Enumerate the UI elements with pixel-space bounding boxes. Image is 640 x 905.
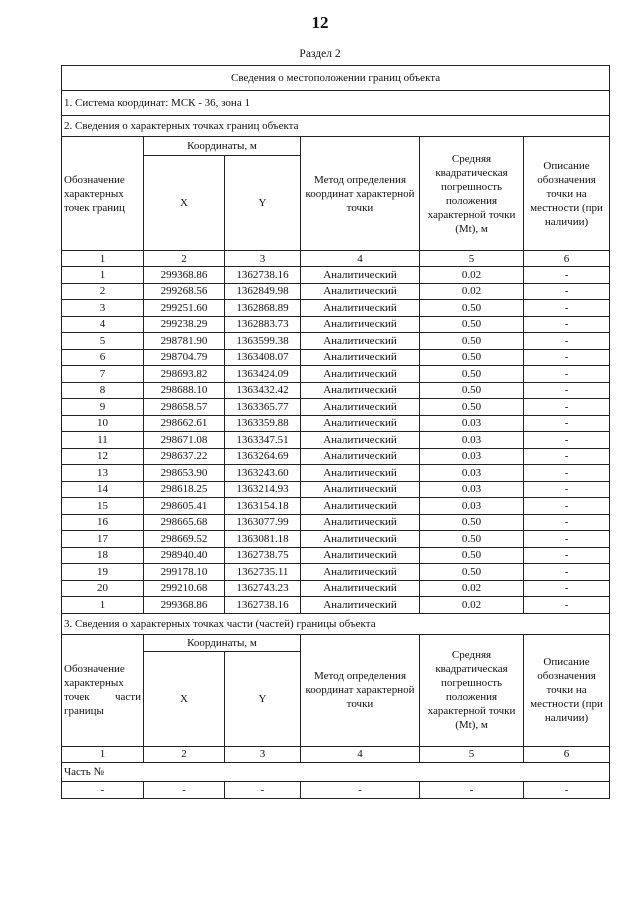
column-number: 2 [144, 251, 225, 267]
point-y: 1363214.93 [225, 481, 301, 498]
table-row [62, 498, 610, 515]
point-x: 298637.22 [144, 448, 225, 465]
point-y: 1362743.23 [225, 580, 301, 597]
header-x: X [144, 156, 225, 251]
coordinate-system: 1. Система координат: МСК - 36, зона 1 [62, 91, 610, 116]
point-description: - [524, 465, 610, 482]
table-row [62, 267, 610, 284]
point-description: - [524, 580, 610, 597]
column-number: 6 [524, 746, 610, 762]
header-y: Y [225, 156, 301, 251]
header-description: Описание обозначения точки на местности (при наличии) [524, 137, 610, 251]
point-x: 299368.86 [144, 597, 225, 614]
point-accuracy: 0.50 [420, 531, 524, 548]
point-x: 298704.79 [144, 349, 225, 366]
table-row [62, 333, 610, 350]
point-x: 299368.86 [144, 267, 225, 284]
point-description: - [524, 382, 610, 399]
point-y: 1363365.77 [225, 399, 301, 416]
column-number: 4 [301, 251, 420, 267]
point-x: 299210.68 [144, 580, 225, 597]
empty-cell: - [301, 781, 420, 798]
table-row [62, 580, 610, 597]
point-accuracy: 0.50 [420, 547, 524, 564]
point-accuracy: 0.50 [420, 564, 524, 581]
point-y: 1362868.89 [225, 300, 301, 317]
table-row [62, 531, 610, 548]
point-x: 298671.08 [144, 432, 225, 449]
point-x: 298669.52 [144, 531, 225, 548]
point-accuracy: 0.03 [420, 498, 524, 515]
point-description: - [524, 514, 610, 531]
part-label: Часть № [62, 762, 610, 781]
header-designation: Обозначение характерных точек границ [62, 137, 144, 251]
column-number: 3 [225, 251, 301, 267]
table-row [62, 432, 610, 449]
point-accuracy: 0.50 [420, 514, 524, 531]
column-numbers-row [62, 251, 610, 267]
empty-cell: - [144, 781, 225, 798]
header3-designation: Обозначение характерных точек части границы [62, 634, 144, 746]
point-method: Аналитический [301, 448, 420, 465]
point-method: Аналитический [301, 349, 420, 366]
point-method: Аналитический [301, 283, 420, 300]
point-number: 10 [62, 415, 144, 432]
column-number: 3 [225, 746, 301, 762]
table-row [62, 514, 610, 531]
point-method: Аналитический [301, 382, 420, 399]
point-x: 299251.60 [144, 300, 225, 317]
point-method: Аналитический [301, 580, 420, 597]
table-row [62, 415, 610, 432]
point-description: - [524, 366, 610, 383]
point-number: 16 [62, 514, 144, 531]
point-number: 3 [62, 300, 144, 317]
boundary-table [61, 65, 610, 799]
point-accuracy: 0.03 [420, 448, 524, 465]
table-row [62, 382, 610, 399]
point-number: 12 [62, 448, 144, 465]
point-number: 1 [62, 267, 144, 284]
point-number: 7 [62, 366, 144, 383]
column-number: 6 [524, 251, 610, 267]
point-description: - [524, 283, 610, 300]
point-number: 8 [62, 382, 144, 399]
point-description: - [524, 531, 610, 548]
point-description: - [524, 597, 610, 614]
point-accuracy: 0.50 [420, 399, 524, 416]
point-method: Аналитический [301, 465, 420, 482]
point-method: Аналитический [301, 597, 420, 614]
point-number: 9 [62, 399, 144, 416]
point-method: Аналитический [301, 333, 420, 350]
point-method: Аналитический [301, 514, 420, 531]
table-row [62, 349, 610, 366]
point-accuracy: 0.03 [420, 481, 524, 498]
point-y: 1363077.99 [225, 514, 301, 531]
point-number: 11 [62, 432, 144, 449]
table-row [62, 283, 610, 300]
table-row [62, 597, 610, 614]
table-row [62, 547, 610, 564]
header-accuracy: Средняя квадратическая погрешность положения характерной точки (Mt), м [420, 137, 524, 251]
point-x: 298693.82 [144, 366, 225, 383]
point-x: 298618.25 [144, 481, 225, 498]
point-method: Аналитический [301, 267, 420, 284]
point-method: Аналитический [301, 300, 420, 317]
point-number: 6 [62, 349, 144, 366]
point-x: 299238.29 [144, 316, 225, 333]
point-description: - [524, 300, 610, 317]
table-row [62, 316, 610, 333]
empty-cell: - [62, 781, 144, 798]
point-accuracy: 0.50 [420, 300, 524, 317]
point-accuracy: 0.02 [420, 267, 524, 284]
point-x: 298688.10 [144, 382, 225, 399]
point-y: 1362849.98 [225, 283, 301, 300]
point-description: - [524, 547, 610, 564]
point-y: 1363347.51 [225, 432, 301, 449]
point-y: 1362883.73 [225, 316, 301, 333]
point-number: 4 [62, 316, 144, 333]
column-number: 5 [420, 746, 524, 762]
point-description: - [524, 399, 610, 416]
empty-part-row [62, 781, 610, 798]
point-y: 1362738.75 [225, 547, 301, 564]
column-numbers-row-3 [62, 746, 610, 762]
table-row [62, 399, 610, 416]
empty-cell: - [524, 781, 610, 798]
point-y: 1363432.42 [225, 382, 301, 399]
point-accuracy: 0.03 [420, 415, 524, 432]
point-description: - [524, 267, 610, 284]
point-y: 1363359.88 [225, 415, 301, 432]
point-y: 1363264.69 [225, 448, 301, 465]
point-x: 298665.68 [144, 514, 225, 531]
point-number: 5 [62, 333, 144, 350]
column-number: 5 [420, 251, 524, 267]
point-method: Аналитический [301, 432, 420, 449]
point-accuracy: 0.50 [420, 366, 524, 383]
point-method: Аналитический [301, 399, 420, 416]
point-accuracy: 0.03 [420, 432, 524, 449]
column-number: 1 [62, 746, 144, 762]
point-description: - [524, 498, 610, 515]
table-row [62, 564, 610, 581]
point-y: 1363408.07 [225, 349, 301, 366]
point-y: 1362735.11 [225, 564, 301, 581]
point-number: 18 [62, 547, 144, 564]
point-method: Аналитический [301, 366, 420, 383]
point-y: 1363081.18 [225, 531, 301, 548]
point-accuracy: 0.03 [420, 465, 524, 482]
table-row [62, 465, 610, 482]
point-number: 14 [62, 481, 144, 498]
point-description: - [524, 349, 610, 366]
point-x: 298662.61 [144, 415, 225, 432]
point-accuracy: 0.50 [420, 382, 524, 399]
point-number: 1 [62, 597, 144, 614]
point-y: 1362738.16 [225, 597, 301, 614]
point-number: 13 [62, 465, 144, 482]
point-description: - [524, 564, 610, 581]
section3-title: 3. Сведения о характерных точках части (частей) границы объекта [62, 613, 610, 634]
section-label: Раздел 2 [299, 48, 341, 60]
point-y: 1362738.16 [225, 267, 301, 284]
point-accuracy: 0.50 [420, 333, 524, 350]
empty-cell: - [225, 781, 301, 798]
point-method: Аналитический [301, 415, 420, 432]
empty-cell: - [420, 781, 524, 798]
point-y: 1363424.09 [225, 366, 301, 383]
point-description: - [524, 432, 610, 449]
point-number: 19 [62, 564, 144, 581]
point-x: 299178.10 [144, 564, 225, 581]
table-row [62, 481, 610, 498]
column-number: 1 [62, 251, 144, 267]
point-x: 298605.41 [144, 498, 225, 515]
point-x: 299268.56 [144, 283, 225, 300]
point-description: - [524, 415, 610, 432]
point-accuracy: 0.50 [420, 316, 524, 333]
point-accuracy: 0.02 [420, 597, 524, 614]
point-method: Аналитический [301, 498, 420, 515]
header-method: Метод определения координат характерной точки [301, 137, 420, 251]
point-number: 2 [62, 283, 144, 300]
point-y: 1363599.38 [225, 333, 301, 350]
point-method: Аналитический [301, 547, 420, 564]
header3-accuracy: Средняя квадратическая погрешность положения характерной точки (Mt), м [420, 634, 524, 746]
point-number: 20 [62, 580, 144, 597]
page-number: 12 [311, 13, 329, 32]
point-number: 15 [62, 498, 144, 515]
point-x: 298658.57 [144, 399, 225, 416]
header3-method: Метод определения координат характерной точки [301, 634, 420, 746]
point-y: 1363243.60 [225, 465, 301, 482]
header-coordinates: Координаты, м [144, 137, 301, 156]
column-number: 4 [301, 746, 420, 762]
point-description: - [524, 316, 610, 333]
point-description: - [524, 333, 610, 350]
section2-title: 2. Сведения о характерных точках границ объекта [62, 116, 610, 137]
table-title: Сведения о местоположении границ объекта [62, 66, 610, 91]
column-number: 2 [144, 746, 225, 762]
point-description: - [524, 481, 610, 498]
header3-coordinates: Координаты, м [144, 634, 301, 651]
point-method: Аналитический [301, 481, 420, 498]
header3-y: Y [225, 651, 301, 746]
point-x: 298781.90 [144, 333, 225, 350]
point-number: 17 [62, 531, 144, 548]
header3-x: X [144, 651, 225, 746]
point-y: 1363154.18 [225, 498, 301, 515]
point-method: Аналитический [301, 531, 420, 548]
table-row [62, 300, 610, 317]
header3-description: Описание обозначения точки на местности (при наличии) [524, 634, 610, 746]
point-accuracy: 0.02 [420, 580, 524, 597]
table-row [62, 448, 610, 465]
point-x: 298653.90 [144, 465, 225, 482]
point-x: 298940.40 [144, 547, 225, 564]
point-method: Аналитический [301, 564, 420, 581]
point-accuracy: 0.02 [420, 283, 524, 300]
point-method: Аналитический [301, 316, 420, 333]
point-accuracy: 0.50 [420, 349, 524, 366]
point-description: - [524, 448, 610, 465]
table-row [62, 366, 610, 383]
